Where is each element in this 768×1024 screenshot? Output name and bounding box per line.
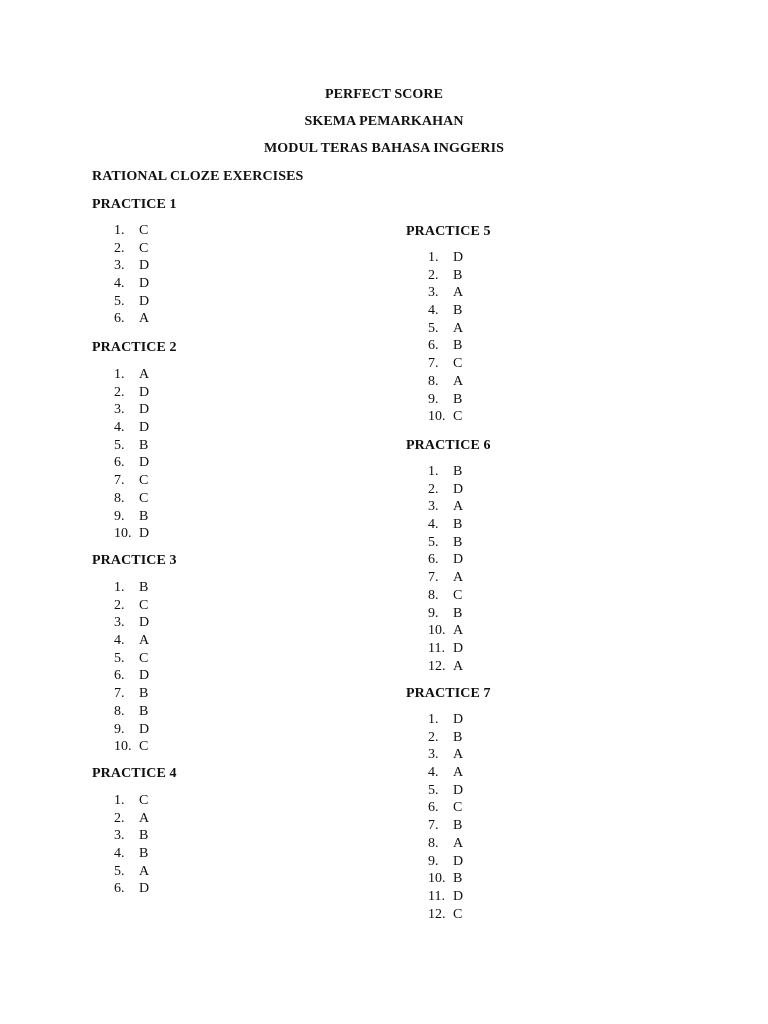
answer-letter: B [139,686,149,702]
answer-letter: D [139,455,150,471]
answer-item [114,880,149,898]
answer-letter: B [139,703,149,719]
answer-letter: C [139,739,149,755]
answer-item [428,463,463,481]
answer-letter: A [139,863,150,879]
answer-item [114,827,149,845]
answer-letter: D [453,853,464,869]
question-number: 4. [114,420,125,436]
answer-letter: A [139,810,150,826]
question-number: 7. [428,570,439,586]
question-number: 2. [114,597,125,613]
answer-letter: B [453,517,463,533]
question-number: 8. [114,703,125,719]
answer-item [428,587,463,605]
answer-item [114,293,149,311]
answer-item [114,632,149,650]
answer-letter: D [453,888,464,904]
answer-letter: A [453,747,464,763]
answer-item [114,401,149,419]
question-number: 8. [114,490,125,506]
answer-letter: D [139,526,150,542]
answer-item [114,275,149,293]
question-number: 8. [428,373,439,389]
answer-letter: C [453,587,463,603]
answer-letter: A [453,570,464,586]
answer-letter: B [453,267,463,283]
answer-letter: D [139,420,150,436]
question-number: 2. [428,729,439,745]
question-number: 5. [114,293,125,309]
answer-item [114,419,149,437]
answer-letter: B [453,871,463,887]
answer-letter: C [453,356,463,372]
answer-letter: D [139,258,150,274]
answer-item [428,711,463,729]
answer-item [114,685,149,703]
question-number: 7. [114,473,125,489]
answer-letter: C [139,473,149,489]
practice-2-answers [114,366,149,543]
answer-letter: D [453,481,464,497]
answer-item [114,240,149,258]
answer-letter: C [139,650,149,666]
answer-item [428,888,463,906]
question-number: 10. [428,623,446,639]
practice-5-answers [428,249,463,426]
answer-letter: B [453,605,463,621]
answer-item [114,366,149,384]
answer-item [428,534,463,552]
question-number: 6. [428,800,439,816]
answer-item [114,222,149,240]
answer-letter: B [453,729,463,745]
question-number: 7. [428,356,439,372]
answer-letter: D [139,384,150,400]
answer-item [428,658,463,676]
answer-item [114,703,149,721]
answer-letter: B [453,391,463,407]
section-heading: RATIONAL CLOZE EXERCISES [92,169,304,184]
question-number: 12. [428,906,446,922]
answer-letter: B [453,534,463,550]
question-number: 6. [114,668,125,684]
answer-letter: B [453,303,463,319]
question-number: 10. [114,739,132,755]
answer-item [428,249,463,267]
question-number: 1. [114,580,125,595]
answer-item [428,764,463,782]
answer-letter: C [453,906,463,922]
question-number: 3. [114,402,125,418]
answer-item [428,391,463,409]
answer-letter: D [139,276,150,292]
answer-item [114,310,149,328]
answer-item [114,508,149,526]
practice-4-answers [114,792,149,898]
question-number: 3. [428,285,439,301]
question-number: 3. [114,615,125,631]
practice-6-heading: PRACTICE 6 [406,438,491,453]
answer-letter: C [139,240,149,256]
practice-1-heading: PRACTICE 1 [92,197,177,212]
question-number: 6. [114,881,125,897]
question-number: 10. [428,871,446,887]
answer-letter: B [139,846,149,862]
answer-letter: A [453,623,464,639]
answer-item [114,845,149,863]
answer-letter: B [453,464,463,479]
answer-letter: D [139,668,150,684]
answer-item [428,640,463,658]
answer-item [428,782,463,800]
answer-item [114,384,149,402]
answer-letter: D [453,782,464,798]
answer-item [428,817,463,835]
answer-item [428,906,463,924]
question-number: 4. [114,846,125,862]
question-number: 8. [428,587,439,603]
answer-letter: A [453,320,464,336]
question-number: 3. [114,258,125,274]
answer-letter: D [139,293,150,309]
question-number: 5. [114,650,125,666]
answer-item [428,373,463,391]
question-number: 1. [428,464,439,479]
answer-item [428,622,463,640]
answer-item [114,721,149,739]
answer-item [114,614,149,632]
practice-3-answers [114,579,149,756]
answer-letter: D [139,615,150,631]
question-number: 1. [114,367,125,382]
answer-item [428,302,463,320]
answer-item [428,870,463,888]
question-number: 7. [428,818,439,834]
question-number: 4. [114,276,125,292]
answer-item [114,257,149,275]
answer-item [428,729,463,747]
answer-letter: B [453,338,463,354]
answer-letter: C [139,223,149,238]
answer-item [428,284,463,302]
answer-letter: A [139,367,150,382]
answer-letter: C [139,597,149,613]
question-number: 10. [114,526,132,542]
question-number: 1. [428,712,439,727]
answer-item [114,597,149,615]
answer-letter: A [453,285,464,301]
answer-item [428,337,463,355]
practice-7-heading: PRACTICE 7 [406,686,491,701]
answer-item [428,481,463,499]
answer-item [428,853,463,871]
answer-letter: D [453,712,464,727]
question-number: 1. [428,250,439,265]
answer-letter: D [139,881,150,897]
question-number: 4. [428,765,439,781]
answer-letter: B [453,818,463,834]
question-number: 2. [428,267,439,283]
answer-letter: C [139,490,149,506]
practice-1-answers [114,222,149,328]
question-number: 2. [114,810,125,826]
question-number: 2. [114,384,125,400]
answer-letter: D [453,640,464,656]
answer-item [114,667,149,685]
question-number: 1. [114,793,125,808]
answer-letter: D [139,721,150,737]
answer-letter: A [139,633,150,649]
answer-item [114,490,149,508]
answer-item [428,267,463,285]
answer-letter: C [139,793,149,808]
answer-item [428,498,463,516]
question-number: 9. [428,853,439,869]
answer-item [428,799,463,817]
question-number: 3. [428,499,439,515]
answer-letter: A [453,373,464,389]
answer-item [114,810,149,828]
answer-letter: C [453,800,463,816]
question-number: 12. [428,658,446,674]
practice-2-heading: PRACTICE 2 [92,340,177,355]
answer-letter: D [453,250,464,265]
question-number: 1. [114,223,125,238]
answer-item [428,355,463,373]
answer-item [428,746,463,764]
question-number: 5. [114,437,125,453]
answer-letter: A [453,765,464,781]
answer-letter: B [139,508,149,524]
question-number: 2. [114,240,125,256]
question-number: 11. [428,888,445,904]
question-number: 6. [114,455,125,471]
answer-item [114,525,149,543]
question-number: 9. [114,721,125,737]
practice-4-heading: PRACTICE 4 [92,766,177,781]
question-number: 5. [114,863,125,879]
question-number: 2. [428,481,439,497]
question-number: 6. [428,338,439,354]
question-number: 9. [428,605,439,621]
practice-3-heading: PRACTICE 3 [92,553,177,568]
answer-item [114,437,149,455]
answer-item [114,792,149,810]
practice-5-heading: PRACTICE 5 [406,224,491,239]
answer-letter: D [139,402,150,418]
answer-item [114,650,149,668]
answer-letter: A [453,835,464,851]
question-number: 9. [114,508,125,524]
question-number: 4. [114,633,125,649]
answer-item [428,569,463,587]
question-number: 4. [428,517,439,533]
answer-letter: B [139,437,149,453]
question-number: 6. [114,311,125,327]
question-number: 10. [428,409,446,425]
question-number: 3. [114,828,125,844]
answer-item [428,605,463,623]
answer-letter: B [139,580,149,595]
practice-6-answers [428,463,463,675]
answer-letter: A [453,499,464,515]
answer-item [114,472,149,490]
answer-item [428,320,463,338]
answer-letter: A [453,658,464,674]
practice-7-answers [428,711,463,923]
question-number: 11. [428,640,445,656]
question-number: 8. [428,835,439,851]
answer-item [428,516,463,534]
answer-item [428,408,463,426]
answer-item [114,579,149,597]
question-number: 5. [428,782,439,798]
question-number: 5. [428,534,439,550]
question-number: 7. [114,686,125,702]
answer-letter: D [453,552,464,568]
question-number: 9. [428,391,439,407]
question-number: 5. [428,320,439,336]
answer-item [114,863,149,881]
answer-item [428,835,463,853]
answer-letter: C [453,409,463,425]
question-number: 3. [428,747,439,763]
question-number: 4. [428,303,439,319]
answer-item [114,454,149,472]
answer-letter: B [139,828,149,844]
document-title: PERFECT SCORE [324,87,444,102]
module-title: MODUL TERAS BAHASA INGGERIS [263,141,505,156]
answer-item [428,551,463,569]
answer-letter: A [139,311,150,327]
document-subtitle: SKEMA PEMARKAHAN [304,114,464,129]
answer-item [114,738,149,756]
question-number: 6. [428,552,439,568]
